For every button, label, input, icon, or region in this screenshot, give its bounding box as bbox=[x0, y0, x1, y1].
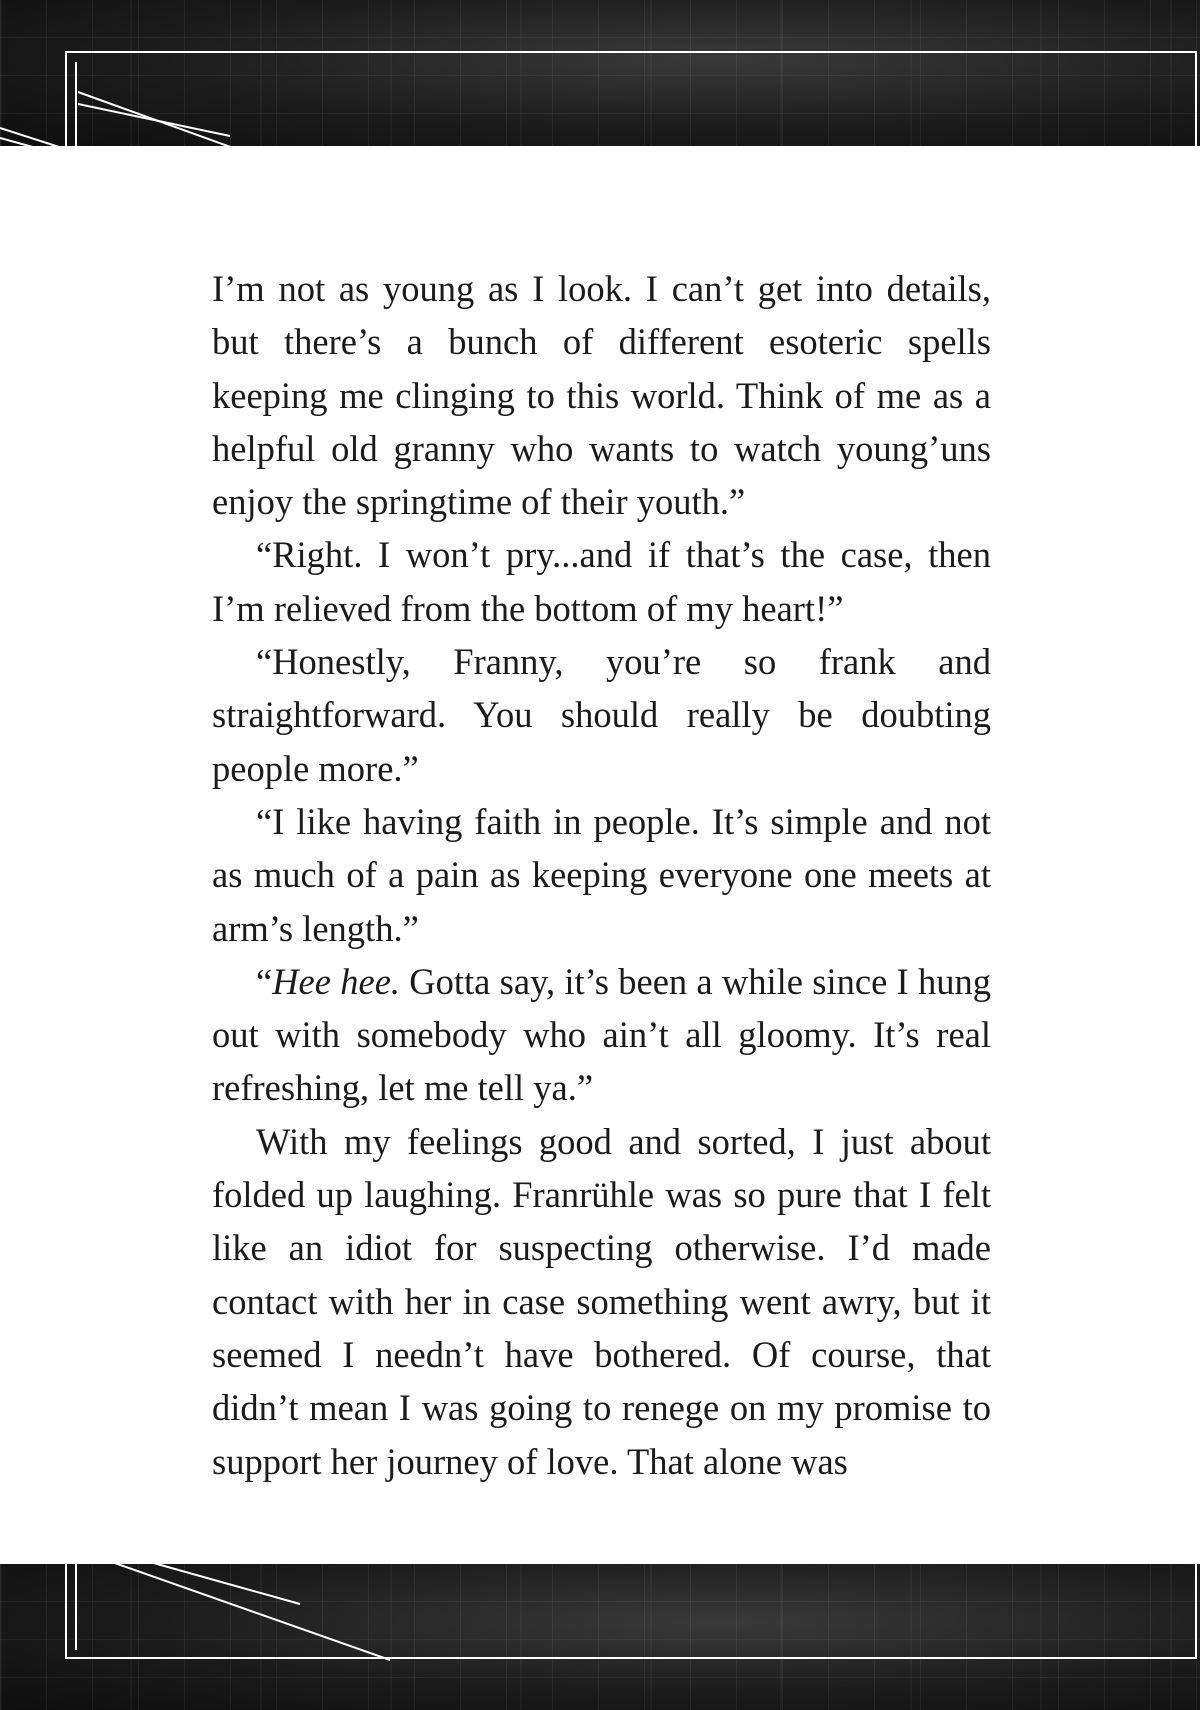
paragraph-2: “Right. I won’t pry...and if that’s the case, then I’m relieved from the bottom of my heart!” bbox=[212, 534, 991, 629]
paragraph-4: “I like having faith in people. It’s simple and not as much of a pain as keeping everyone one meets at arm’s length.” bbox=[212, 800, 991, 949]
bottom-decorative-band bbox=[0, 1564, 1200, 1710]
diagonal-bottom-4 bbox=[0, 1534, 100, 1562]
paragraph-5-italic: Hee hee. bbox=[272, 960, 401, 1002]
paragraph-1: I’m not as young as I look. I can’t get into details, but there’s a bunch of different esoteric spells keeping me clinging to this world. Think of me as a helpful old granny who wants to watch young’uns enjoy the springtime of their youth.” bbox=[212, 268, 991, 523]
body-text bbox=[212, 262, 991, 1488]
paragraph-5-rest: Gotta say, it’s been a while since I hung out with somebody who ain’t all gloomy. It’s real refreshing, let me tell ya.” bbox=[212, 960, 991, 1109]
paragraph-5-open-quote: “ bbox=[256, 960, 273, 1002]
diagonal-bottom-2 bbox=[78, 1494, 116, 1506]
top-decorative-band bbox=[0, 0, 1200, 146]
paragraph-5 bbox=[212, 955, 991, 1115]
paragraph-6: With my feelings good and sorted, I just about folded up laughing. Franrühle was so pure that I felt like an idiot for suspecting otherwise. I’d made contact with her in case something went awry, but it seemed I needn’t have bothered. Of course, that didn’t mean I was going to renege on my promise to support her journey of love. That alone was bbox=[212, 1120, 991, 1482]
diagonal-bottom-1 bbox=[78, 1480, 214, 1520]
paragraph-3: “Honestly, Franny, you’re so frank and straightforward. You should really be doubting people more.” bbox=[212, 641, 991, 789]
